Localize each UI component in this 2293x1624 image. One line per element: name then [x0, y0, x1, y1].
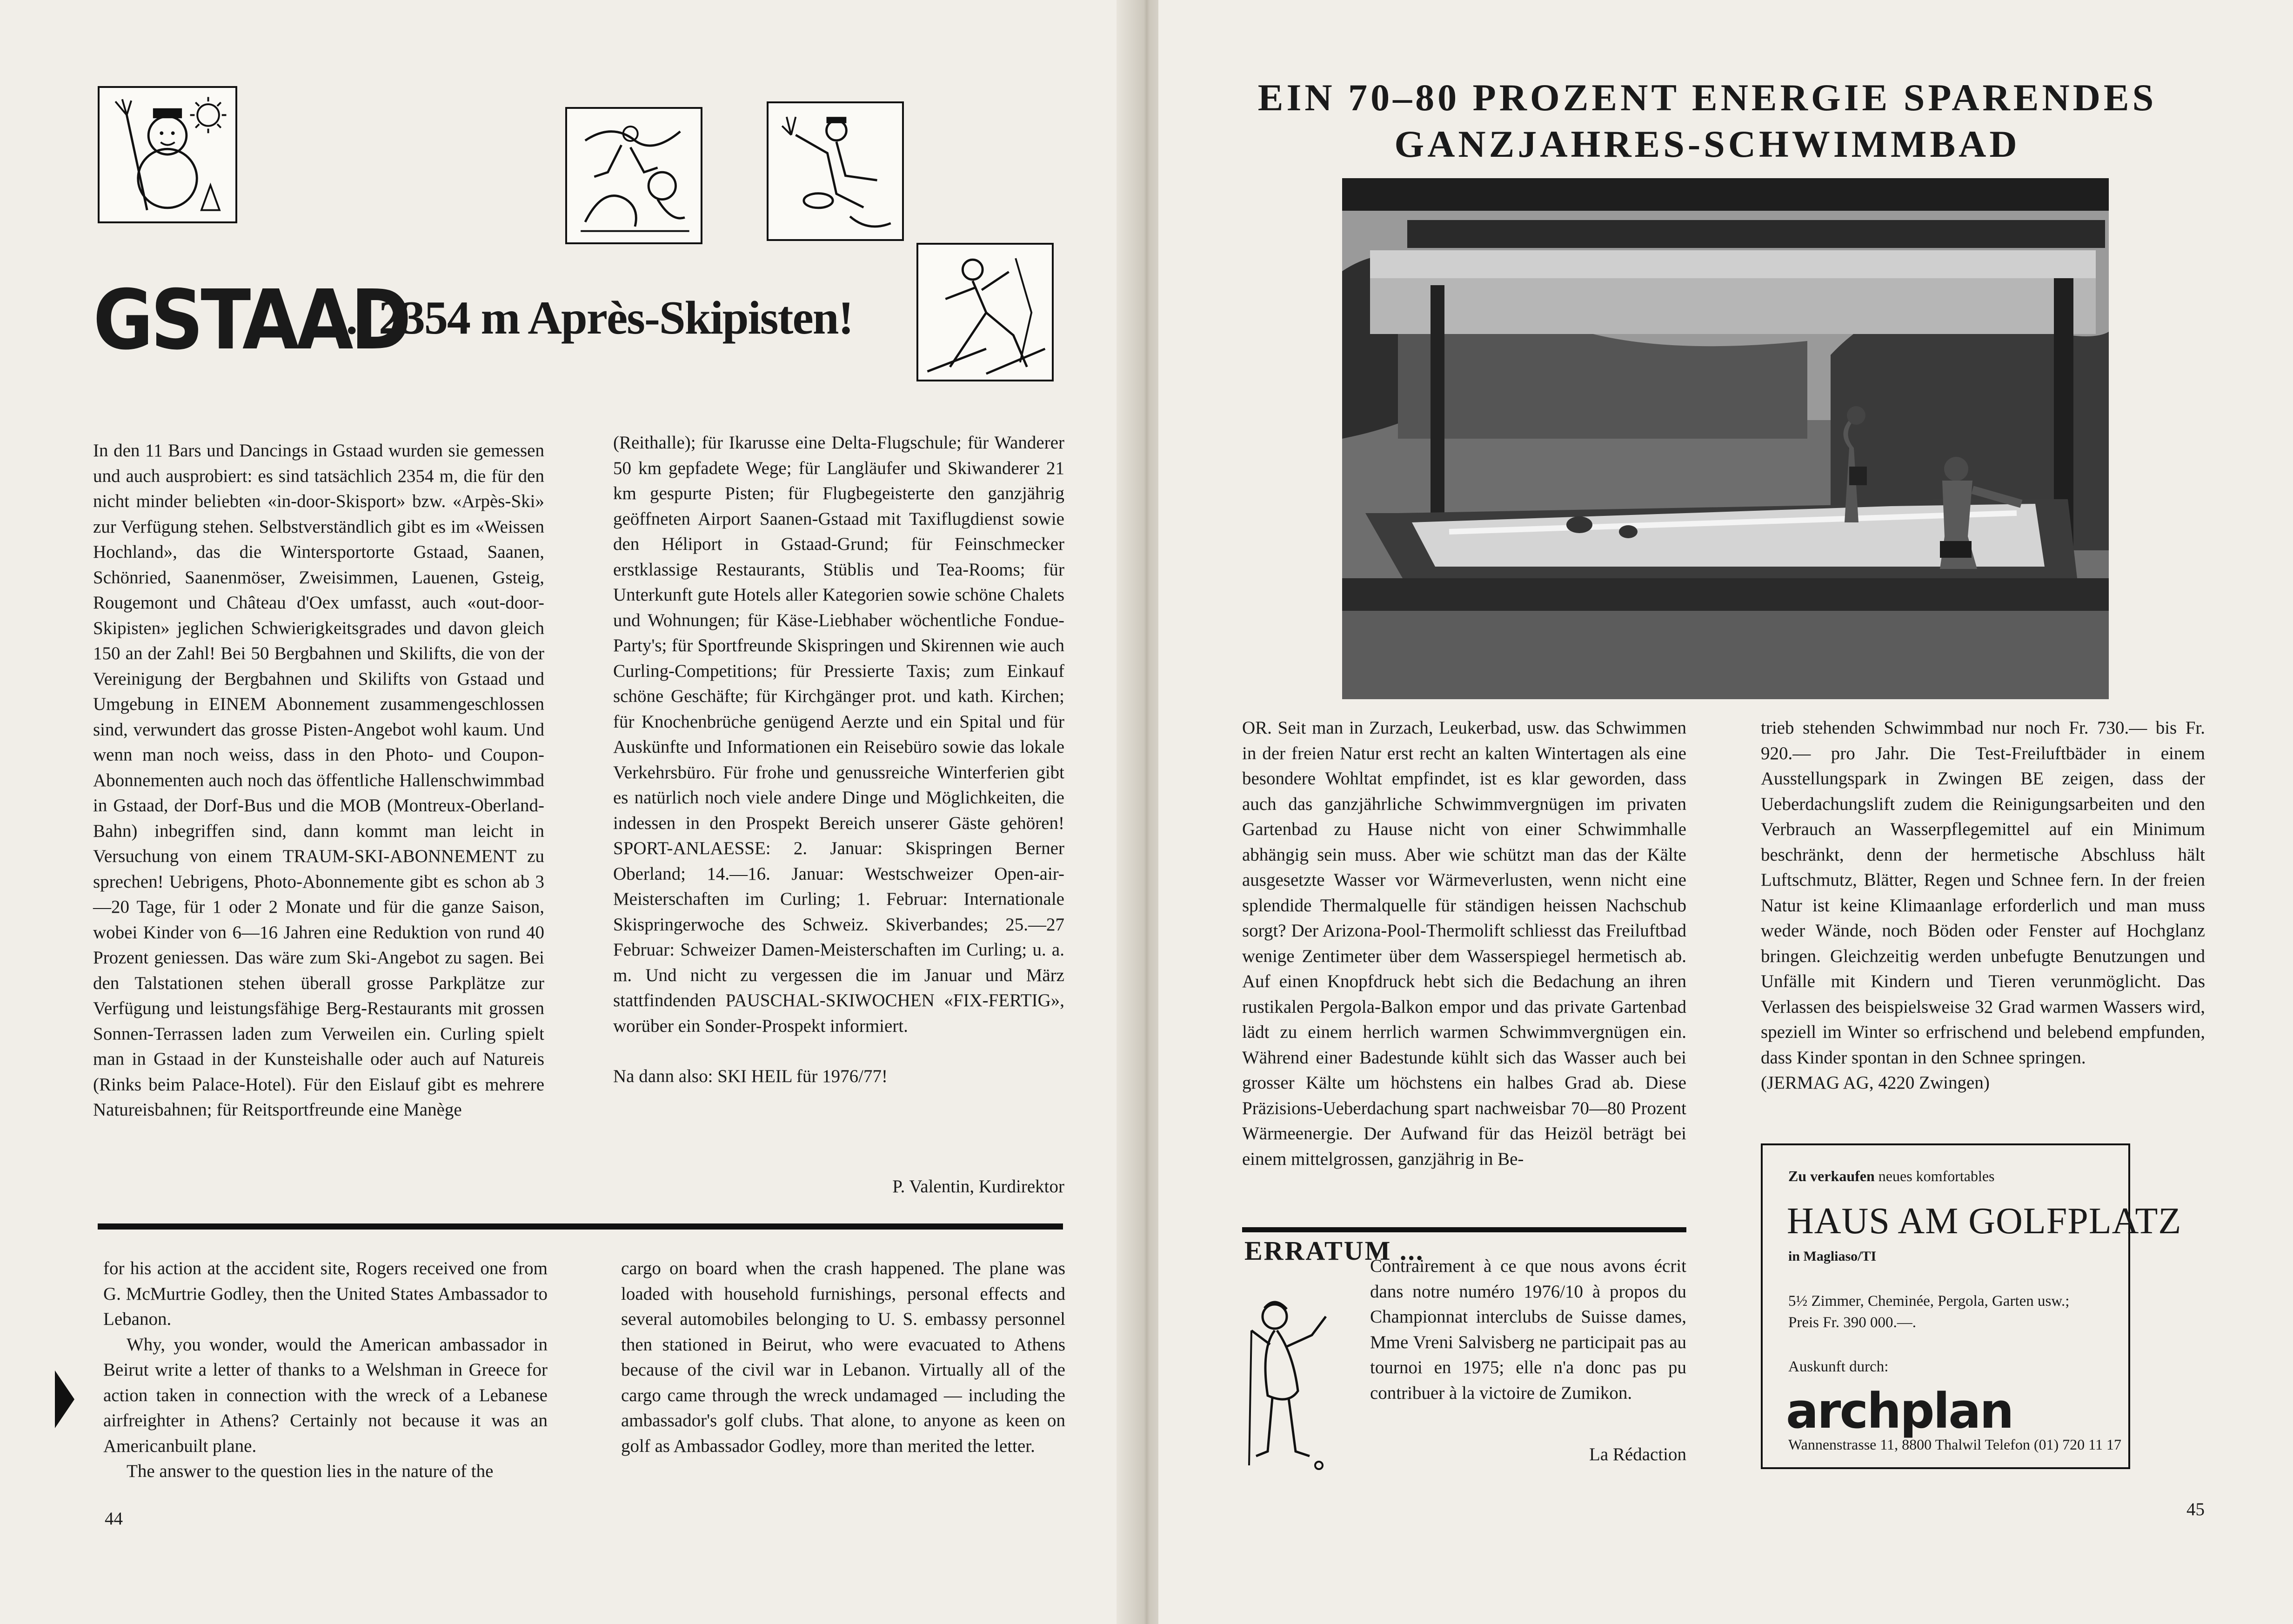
right-page: [1158, 0, 2293, 1624]
erratum-signature: La Rédaction: [1589, 1444, 1686, 1464]
ad-contact-label: Auskunft durch:: [1788, 1358, 1889, 1375]
article-paragraph: OR. Seit man in Zurzach, Leukerbad, usw. das Schwimmen in der freien Natur erst recht an kalten Wintertagen als eine besondere Wohltat empfindet, ist es klar geworden, dass auch das ganzjährliche Schwimmvergnügen im privaten Gartenbad zu Hause nicht von einer Schwimmhalle abhängig sein muss. Aber wie schützt man das der Kälte ausgesetzte Wasser vor Wärmeverlusten, wenn nicht eine splendide Thermalquelle für ständigen heissen Nachschub sorgt? Der Arizona-Pool-Thermolift schliesst das Freiluftbad wenige Zentimeter über dem Wasserspiegel hermetisch ab. Auf einen Knopfdruck hebt sich die Bedachung an ihren rustikalen Pergola-Balkon empor und das private Gartenbad lädt zu einem herrlich warmen Schwimmvergnügen ein. Während einer Badestunde kühlt sich das Wasser auch bei grosser Kälte um höchstens ein halbes Grad ab. Diese Präzisions-Ueberdachung spart nachweisbar 70—80 Prozent Wärmeenergie. Der Aufwand für das Heizöl beträgt bei einem mittelgrossen, ganzjährig in Be-: [1242, 718, 1686, 1169]
gstaad-article-col1: [93, 438, 544, 1123]
pool-article-col1: [1242, 715, 1686, 1172]
ad-address: Wannenstrasse 11, 8800 Thalwil Telefon (01) 720 11 17: [1788, 1436, 2121, 1453]
snowman-cartoon: [98, 86, 237, 223]
erratum-text: Contrairement à ce que nous avons écrit dans notre numéro 1976/10 à propos du Championnat interclubs de Suisse dames, Mme Vreni Salvisberg ne participait pas au tournoi en 1975; elle n'a donc pas pu contribuer à la victoire de Zumikon.: [1370, 1256, 1686, 1403]
golf-story-col2: [621, 1256, 1065, 1459]
real-estate-ad: [1761, 1143, 2182, 1469]
article-paragraph: (Reithalle); für Ikarusse eine Delta-Flugschule; für Wanderer 50 km gepfadete Wege; für Langläufer und Skiwanderer 21 km gespurte Pisten; für Flugbegeisterte den ganzjährig geöffneten Airport Saanen-Gstaad mit Taxiflugdienst sowie den Héliport in Gstaad-Grund; für Feinschmecker erstklassige Restaurants, Stüblis und Tea-Rooms; für Unterkunft gute Hotels aller Kategorien sowie schöne Chalets und Wohnungen; für Käse-Liebhaber wöchentliche Fondue-Party's; für Sportfreunde Skispringen und Skirennen wie auch Curling-Competitions; für Pressierte Taxis; zum Einkauf schöne Geschäfte; für Kirchgänger prot. und kath. Kirchen; für Knochenbrüche genügend Aerzte und ein Spital und für Auskünfte und Informationen ein Reisebüro sowie das lokale Verkehrsbüro. Für frohe und genussreiche Winterferien gibt es natürlich noch viele andere Dinge und Möglichkeiten, die indessen in den Prospekt Bereich unserer Gäste gehören! SPORT-ANLAESSE: 2. Januar: Skispringen Berner Oberland; 14.—16. Januar: Westschweizer Open-air-Meisterschaften im Curling; 1. Februar: Internationale Skispringerwoche des Schweiz. Skiverbandes; 25.—27 Februar: Schweizer Damen-Meisterschaften im Curling; u. a. m. Und nicht zu vergessen die im Januar und März stattfindenden PAUSCHAL-SKIWOCHEN «FIX-FERTIG», worüber ein Sonder-Prospekt informiert.: [613, 433, 1064, 1036]
erratum-text-block: [1370, 1254, 1686, 1406]
section-divider: [98, 1223, 1063, 1230]
pool-article-col2: [1761, 715, 2205, 1096]
article-signature: P. Valentin, Kurdirektor: [892, 1176, 1064, 1196]
continue-arrow-icon: [55, 1370, 74, 1428]
snowman-drawing: [100, 88, 235, 221]
golf-story-col1: [103, 1256, 548, 1484]
title-line-2: GANZJAHRES-SCHWIMMBAD: [1394, 123, 2020, 165]
story-paragraph: cargo on board when the crash happened. The plane was loaded with household furnishings, personal effects and several automobiles belonging to U. S. embassy personnel then stationed in Beirut, who were evacuated to Athens because of the civil war in Lebanon. Virtually all of the cargo came through the wreck undamaged — including the ambassador's golf clubs. That alone, to anyone as keen on golf as Ambassador Godley, more than merited the letter.: [621, 1258, 1065, 1456]
skier-drawing: [918, 245, 1052, 380]
ad-label-bold: Zu verkaufen: [1788, 1168, 1875, 1184]
golfer-cartoon: [1242, 1298, 1335, 1475]
pool-photo: [1342, 178, 2109, 699]
article-closing: Na dann also: SKI HEIL für 1976/77!: [613, 1066, 888, 1086]
title-line-1: EIN 70–80 PROZENT ENERGIE SPARENDES: [1257, 76, 2157, 119]
curler-drawing: [769, 103, 902, 239]
ad-place: in Magliaso/TI: [1788, 1249, 1877, 1264]
pool-photo-image: [1342, 178, 2109, 699]
pool-article-title: [1219, 74, 2196, 167]
erratum-title: ERRATUM ...: [1244, 1236, 1424, 1266]
headline: ... 2354 m Après-Skipisten!: [335, 292, 853, 344]
ad-title: HAUS AM GOLFPLATZ: [1787, 1201, 2182, 1242]
skater-drawing: [567, 109, 701, 242]
skater-cartoon: [565, 107, 702, 244]
article-credit: (JERMAG AG, 4220 Zwingen): [1761, 1073, 1990, 1093]
story-paragraph: for his action at the accident site, Rogers received one from G. McMurtrie Godley, then the United States Ambassador to Lebanon.: [103, 1258, 548, 1329]
story-paragraph: Why, you wonder, would the American ambassador in Beirut write a letter of thanks to a Welshman in Greece for action taken in connection with the wreck of a Lebanese airfreighter in Athens? Certainly not because it was an Americanbuilt plane.: [103, 1334, 548, 1456]
ad-rooms: 5½ Zimmer, Cheminée, Pergola, Garten usw.; Preis Fr. 390 000.—.: [1788, 1293, 2070, 1331]
ad-label: [1788, 1168, 1995, 1185]
archplan-logo: archplan: [1786, 1383, 2013, 1439]
ad-label-rest: neues komfortables: [1878, 1168, 1995, 1184]
page-number-left: 44: [105, 1509, 123, 1529]
article-paragraph: In den 11 Bars und Dancings in Gstaad wurden sie gemessen und auch ausprobiert: es sind tatsächlich 2354 m, die für den nicht minder beliebten «in-door-Skisport» bzw. «Arpès-Ski» zur Verfügung stehen. Selbstverständlich gibt es im «Weissen Hochland», das die Wintersportorte Gstaad, Saanen, Schönried, Saanenmöser, Zweisimmen, Lauenen, Gsteig, Rougemont und Château d'Oex umfasst, auch «out-door-Skipisten» jeglichen Schwierigkeitsgrades und davon gleich 150 an der Zahl! Bei 50 Bergbahnen und Skilifts, die von der Vereinigung der Bergbahnen und Skilifts von Gstaad und Umgebung in EINEM Abonnement zusammengeschlossen sind, verwundert das grosse Pisten-Angebot wohl kaum. Und wenn man noch weiss, dass in den Photo- und Coupon-Abonnementen auch noch das öffentliche Hallenschwimmbad in Gstaad, der Dorf-Bus und die MOB (Montreux-Oberland-Bahn) inbegriffen sind, dann kommt man leicht in Versuchung von einem TRAUM-SKI-ABONNEMENT zu sprechen! Uebrigens, Photo-Abonnemente gibt es schon ab 3—20 Tage, für 1 oder 2 Monate und für die ganze Saison, wobei Kinder von 6—16 Jahren eine Reduktion von rund 40 Prozent geniessen. Das wäre zum Ski-Angebot zu sagen. Bei den Talstationen stehen überall grosse Parkplätze zur Verfügung und leistungsfähige Berg-Restaurants mit grossen Sonnen-Terrassen laden zum Verweilen ein. Curling spielt man in Gstaad in der Kunsteishalle oder auch auf Natureis (Rinks beim Palace-Hotel). Für den Eislauf gibt es mehrere Natureisbahnen; für Reitsportfreunde eine Manège: [93, 441, 544, 1120]
gstaad-article-col2: [613, 430, 1064, 1089]
skier-cartoon: [916, 243, 1054, 381]
article-paragraph: trieb stehenden Schwimmbad nur noch Fr. 730.— bis Fr. 920.— pro Jahr. Die Test-Freiluftbäder in einem Ausstellungspark in Zwingen BE zeigen, dass der Ueberdachungslift zudem die Reinigungsarbeiten und den Verbrauch an Wasserpflegemittel auf ein Minimum beschränkt, denn der hermetische Abschluss hält Luftschmutz, Blätter, Regen und Schnee fern. In der freien Natur ist keine Klimaanlage erforderlich und man muss weder Wände, noch Böden oder Fenster auf Hochglanz bringen. Gleichzeitig werden unbefugte Benutzungen und Unfälle mit Kindern und Tieren verunmöglicht. Das Verlassen des beispielsweise 32 Grad warmen Wassers wird, speziell im Winter so erfrischend und belebend empfunden, dass Kinder spontan in den Schnee springen.: [1761, 718, 2205, 1068]
story-paragraph: The answer to the question lies in the nature of the: [127, 1461, 494, 1481]
erratum-rule: [1242, 1227, 1686, 1232]
left-page: [0, 0, 1135, 1624]
curler-cartoon: [767, 101, 904, 241]
gstaad-logo: GSTAAD: [93, 272, 409, 368]
page-number-right: 45: [2186, 1499, 2205, 1519]
